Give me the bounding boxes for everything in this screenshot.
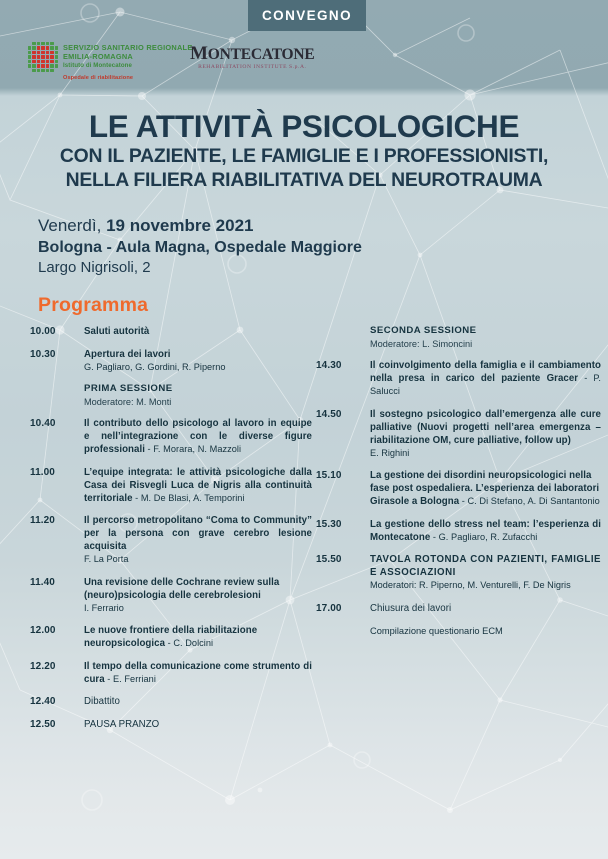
entry-title — [370, 359, 601, 398]
entry-title: Una revisione delle Cochrane review sulla (neuro)psicologia delle cerebrolesioni — [84, 576, 280, 601]
entry-title: Chiusura dei lavori — [370, 602, 452, 614]
entry-speakers: E. Righini — [370, 447, 410, 458]
programme-entry — [316, 408, 601, 460]
entry-title: Dibattito — [84, 696, 120, 707]
programme-entry — [316, 469, 601, 508]
event-weekday: Venerdì, — [38, 216, 107, 235]
entry-title — [84, 660, 312, 686]
entry-time: 15.50 — [316, 554, 342, 565]
entry-time: 10.30 — [30, 348, 56, 360]
event-date: 19 novembre 2021 — [106, 216, 254, 235]
entry-time: 11.00 — [30, 466, 55, 478]
entry-title-text: Il contributo dello psicologo al lavoro in equipe e nell’integrazione con le diverse figure professionali — [84, 418, 312, 455]
entry-title-text: Le nuove frontiere della riabilitazione neuropsicologica — [84, 625, 258, 649]
entry-time: 12.20 — [30, 660, 56, 672]
rer-logo-line4: Ospedale di riabilitazione — [63, 75, 134, 82]
programme-entry — [30, 514, 312, 566]
entry-speakers: - C. Dolcini — [165, 638, 214, 648]
convegno-banner-label: CONVEGNO — [262, 8, 352, 23]
entry-title: Il percorso metropolitano “Coma to Community” per la persona con grave cerebro lesione acquisita — [84, 515, 312, 552]
entry-time: 12.40 — [30, 696, 56, 707]
entry-title-text: L’equipe integrata: le attività psicologiche dalla Casa dei Risvegli Luca de Nigris alla continuità territoriale — [84, 466, 312, 504]
entry-speakers: G. Pagliaro, G. Gordini, R. Piperno — [84, 361, 226, 372]
entry-time: 17.00 — [316, 602, 342, 614]
montecatone-logo-wordmark: MONTECATONE — [190, 43, 315, 64]
programme-entry — [316, 602, 601, 615]
title-line-1: LE ATTIVITÀ PSICOLOGICHE — [88, 108, 520, 144]
event-address: Largo Nigrisoli, 2 — [38, 259, 151, 276]
session-header-prima — [30, 383, 312, 408]
programme-entry — [316, 518, 601, 544]
entry-title: Saluti autorità — [84, 326, 150, 337]
session-header-seconda — [316, 325, 601, 350]
event-details — [38, 215, 362, 278]
montecatone-logo-name: ONTECATONE — [207, 46, 315, 63]
rer-logo-line1: SERVIZIO SANITARIO REGIONALE — [63, 43, 193, 52]
logo-row — [28, 40, 568, 86]
programme-column-right — [316, 325, 601, 638]
entry-title — [84, 466, 312, 505]
entry-time: 14.30 — [316, 360, 342, 371]
entry-title: Apertura dei lavori — [84, 348, 171, 360]
entry-time: 10.00 — [30, 326, 56, 337]
rer-logo-line2: EMILIA-ROMAGNA — [63, 52, 134, 62]
entry-time: 15.30 — [316, 518, 342, 530]
entry-speakers: I. Ferrario — [84, 602, 124, 613]
entry-time: 15.10 — [316, 470, 342, 481]
session-title: PRIMA SESSIONE — [84, 383, 173, 394]
entry-speakers: - M. De Blasi, A. Temporini — [132, 492, 245, 503]
programme-entry — [30, 718, 312, 731]
programme-column-left — [30, 325, 312, 740]
entry-speakers: - E. Ferriani — [104, 673, 156, 684]
entry-moderators: Moderatori: R. Piperno, M. Venturelli, F. De Nigris — [370, 580, 571, 590]
programme-entry — [30, 348, 312, 374]
programme-entry — [30, 466, 312, 505]
entry-time: 11.20 — [30, 515, 55, 526]
programme-entry — [316, 359, 601, 398]
entry-title-text: Il tempo della comunicazione come strumento di cura — [84, 660, 312, 685]
entry-time: 14.50 — [316, 408, 342, 420]
convegno-banner — [248, 0, 366, 31]
event-date-line — [38, 215, 362, 237]
programme-entry — [316, 553, 601, 592]
montecatone-logo-subtitle: REHABILITATION INSTITUTE S.p.A. — [198, 64, 307, 70]
programme-heading: Programma — [38, 294, 149, 316]
entry-speakers: - G. Pagliaro, R. Zufacchi — [430, 531, 538, 542]
entry-speakers: - F. Morara, N. Mazzoli — [144, 444, 242, 454]
programme-entry — [30, 695, 312, 708]
entry-speakers: - C. Di Stefano, A. Di Santantonio — [459, 496, 600, 506]
programme-entry — [30, 624, 312, 650]
poster-title — [0, 108, 608, 192]
title-line-3: NELLA FILIERA RIABILITATIVA DEL NEUROTRAUMA — [65, 169, 543, 191]
session-moderator: Moderatore: M. Monti — [84, 396, 172, 407]
programme-entry — [30, 417, 312, 456]
entry-speakers: F. La Porta — [84, 554, 129, 564]
rer-logo-line3: Istituto di Montecatone — [63, 62, 132, 70]
entry-title-text: La gestione dello stress nel team: l’esperienza di Montecatone — [370, 518, 601, 543]
entry-time: 12.50 — [30, 718, 56, 730]
emilia-romagna-health-logo — [28, 42, 193, 83]
entry-title-text: Il coinvolgimento della famiglia e il cambiamento nella presa in carico del paziente Gracer — [370, 360, 601, 384]
entry-time: 12.00 — [30, 625, 56, 636]
montecatone-logo — [190, 43, 315, 71]
session-moderator: Moderatore: L. Simoncini — [370, 338, 473, 349]
title-line-2: CON IL PAZIENTE, LE FAMIGLIE E I PROFESSIONISTI, — [59, 145, 549, 167]
entry-title: TAVOLA ROTONDA CON PAZIENTI, FAMIGLIE E ASSOCIAZIONI — [370, 554, 601, 578]
entry-title: PAUSA PRANZO — [84, 718, 160, 730]
ecm-questionnaire-note: Compilazione questionario ECM — [370, 625, 503, 636]
entry-title-text: La gestione dei disordini neuropsicologici nella fase post ospedaliera. L’esperienza dei laboratori Girasole a Bologna — [370, 470, 600, 507]
event-venue: Bologna - Aula Magna, Ospedale Maggiore — [38, 239, 362, 256]
entry-speakers: - P. Salucci — [370, 373, 601, 396]
programme-entry — [30, 660, 312, 686]
programme-entry — [30, 576, 312, 615]
entry-title — [370, 469, 601, 508]
entry-title — [84, 624, 312, 650]
entry-time: 10.40 — [30, 418, 56, 429]
emilia-romagna-grid-icon — [28, 42, 58, 72]
session-title: SECONDA SESSIONE — [370, 325, 477, 336]
entry-time: 11.40 — [30, 576, 55, 588]
entry-title — [370, 518, 601, 544]
entry-title — [84, 417, 312, 456]
entry-title: Il sostegno psicologico dall’emergenza alle cure palliative (Nuovi progetti nell’area emergenza – riabilitazione OM, cure palliative, follow up) — [370, 408, 601, 446]
programme-entry — [30, 325, 312, 338]
